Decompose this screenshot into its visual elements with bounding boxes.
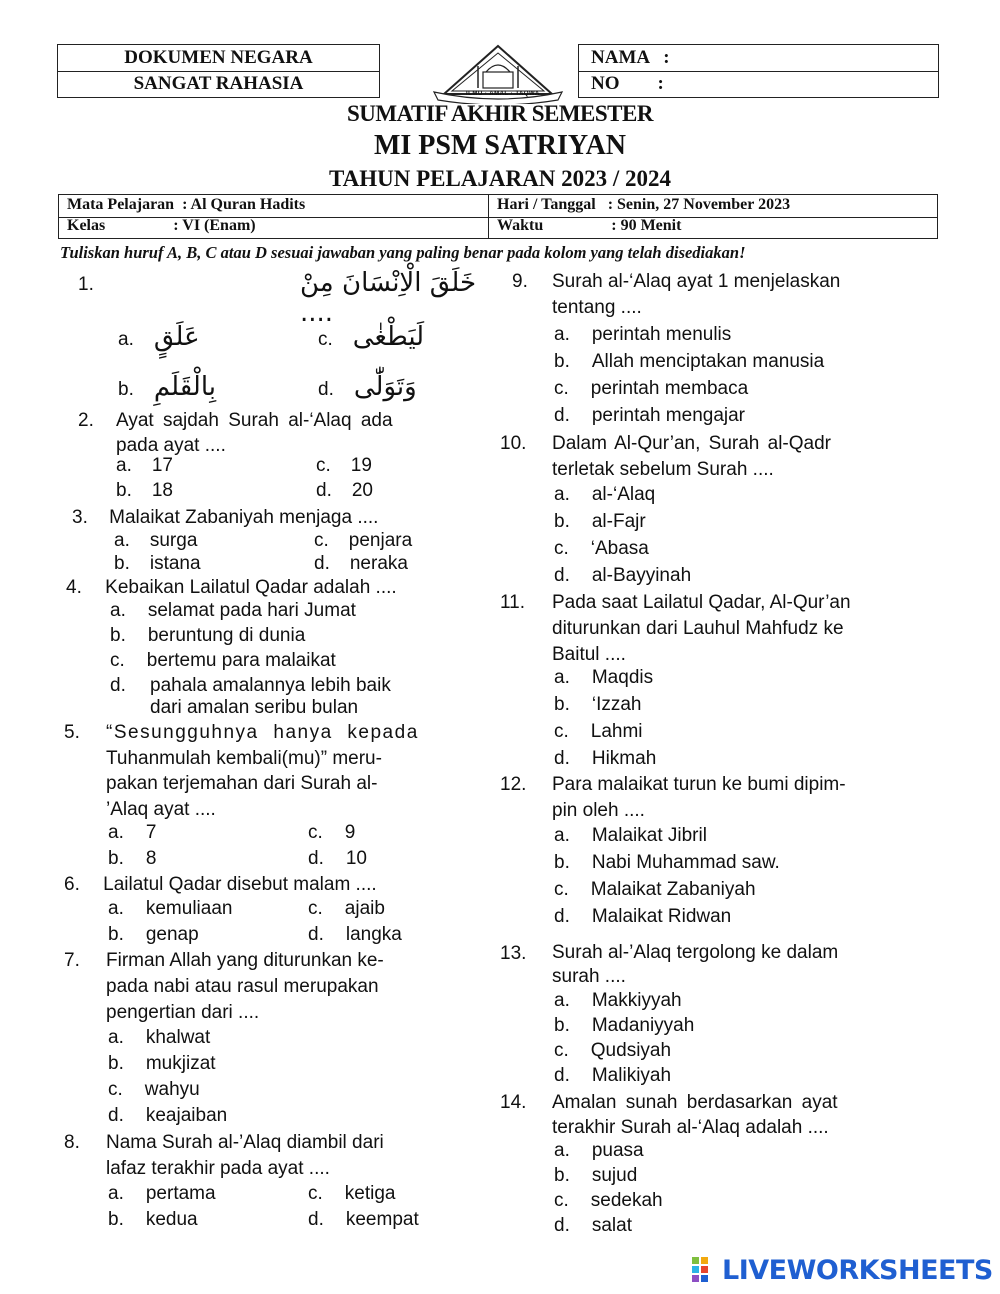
document-classification-box: [57, 44, 380, 98]
q12-option-d[interactable]: [554, 906, 731, 928]
question-12: [500, 772, 846, 821]
option-text: ‘Izzah: [591, 694, 642, 715]
q14-option-c[interactable]: [554, 1190, 663, 1212]
q11-option-d[interactable]: [554, 748, 656, 770]
option-text: mukjizat: [145, 1053, 216, 1074]
question-text: [552, 1090, 922, 1140]
q11-option-c[interactable]: [554, 721, 643, 743]
mata-pelajaran: Mata Pelajaran : Al Quran Hadits: [67, 196, 306, 213]
question-line: Surah al-’Alaq tergolong ke dalam: [552, 942, 839, 963]
question-number: 3.: [72, 507, 88, 528]
question-number: 2.: [78, 410, 94, 431]
q11-option-b[interactable]: [554, 694, 642, 716]
option-label: d.: [554, 405, 570, 426]
option-label: a.: [108, 898, 124, 919]
question-10: [500, 431, 831, 480]
q4-option-a[interactable]: [110, 600, 356, 622]
option-text: khalwat: [145, 1027, 211, 1048]
option-label: b.: [554, 351, 570, 372]
q8-option-c[interactable]: [308, 1183, 395, 1205]
option-label: b.: [554, 694, 570, 715]
question-line: terakhir Surah al-‘Alaq adalah ....: [552, 1117, 829, 1138]
option-label: c.: [554, 378, 569, 399]
q3-option-a[interactable]: [114, 530, 197, 552]
option-label: c.: [308, 898, 323, 919]
kelas: Kelas : VI (Enam): [67, 217, 256, 234]
option-label: d.: [554, 1215, 570, 1236]
option-text: wahyu: [144, 1079, 200, 1100]
question-line: diturunkan dari Lauhul Mahfudz ke: [552, 618, 844, 639]
question-number: 6.: [64, 874, 80, 895]
option-label: d.: [316, 480, 332, 501]
q5-option-c[interactable]: [308, 822, 355, 844]
option-label: c.: [314, 530, 329, 551]
nama-label: NAMA :: [591, 47, 670, 68]
question-line: Amalan sunah berdasarkan ayat: [552, 1092, 838, 1113]
question-number: 7.: [64, 950, 80, 971]
instruction: Tuliskan huruf A, B, C atau D sesuai jawaban yang paling benar pada kolom yang telah disediakan!: [60, 243, 746, 262]
option-label: d.: [318, 379, 334, 400]
question-text: [106, 1130, 466, 1182]
option-text: Hikmah: [591, 748, 657, 769]
nama-field[interactable]: [579, 45, 938, 72]
question-9: [512, 269, 841, 318]
q3-option-c[interactable]: [314, 530, 412, 552]
option-label: b.: [108, 924, 124, 945]
option-text: puasa: [591, 1140, 644, 1161]
option-label: d.: [554, 565, 570, 586]
q13-option-d[interactable]: [554, 1065, 671, 1087]
q12-option-b[interactable]: [554, 852, 780, 874]
option-text: بِالْقَلَمِ: [153, 372, 217, 402]
option-text: surga: [149, 530, 198, 551]
waktu: Waktu : 90 Menit: [497, 217, 682, 234]
question-line: Tuhanmulah kembali(mu)” meru-: [106, 747, 382, 769]
option-label: a.: [116, 455, 132, 476]
option-label: a.: [114, 530, 130, 551]
option-text: beruntung di dunia: [147, 625, 306, 646]
option-text: ‘Abasa: [590, 538, 649, 559]
option-label: b.: [114, 553, 130, 574]
option-label: b.: [108, 1053, 124, 1074]
option-label: a.: [108, 1183, 124, 1204]
option-label: c.: [110, 650, 125, 671]
option-text: 8: [145, 848, 157, 869]
option-label: b.: [116, 480, 132, 501]
option-label: c.: [554, 879, 569, 900]
logo-caption: ILMU · AMAL · TAQWA: [466, 91, 540, 97]
option-text: Madaniyyah: [591, 1015, 695, 1036]
option-label: a.: [110, 600, 126, 621]
option-text: Lahmi: [590, 721, 643, 742]
no-label: NO :: [591, 73, 664, 94]
option-text: kedua: [145, 1209, 198, 1230]
option-line: pahala amalannya lebih baik: [150, 675, 391, 696]
q14-option-a[interactable]: [554, 1140, 644, 1162]
q10-option-d[interactable]: [554, 565, 691, 587]
option-label: d.: [108, 1105, 124, 1126]
question-1-arabic: خَلَقَ الْاِنْسَانَ مِنْ ....: [300, 268, 477, 328]
question-text: [116, 408, 476, 458]
question-text: [552, 772, 922, 824]
question-number: 13.: [500, 943, 527, 964]
question-text: [552, 269, 912, 321]
option-label: a.: [554, 667, 570, 688]
option-text: perintah menulis: [591, 324, 732, 345]
option-text: Malaikat Ridwan: [591, 906, 732, 927]
question-number: 12.: [500, 774, 527, 795]
option-text: 10: [345, 848, 367, 869]
q1-option-b[interactable]: [118, 372, 216, 402]
option-label: c.: [108, 1079, 123, 1100]
info-divider: [58, 217, 938, 218]
option-text: Makkiyyah: [591, 990, 682, 1011]
option-text: neraka: [349, 553, 408, 574]
option-label: a.: [554, 324, 570, 345]
option-text: عَلَقٍ: [153, 322, 200, 352]
question-line: Ayat sajdah Surah al-‘Alaq ada: [116, 410, 393, 431]
liveworksheets-watermark: [692, 1255, 993, 1285]
question-number: 4.: [66, 577, 82, 598]
q10-option-c[interactable]: [554, 538, 649, 560]
option-text: 18: [151, 480, 173, 501]
question-4: [66, 575, 397, 600]
option-label: b.: [554, 1015, 570, 1036]
option-text: [150, 675, 480, 719]
q2-option-a[interactable]: [116, 455, 173, 477]
question-line: pada ayat ....: [116, 435, 226, 456]
option-label: d.: [554, 748, 570, 769]
question-line: “Sesungguhnya hanya kepada: [106, 722, 419, 743]
option-label: c.: [308, 1183, 323, 1204]
option-text: keempat: [345, 1209, 419, 1230]
option-text: sedekah: [590, 1190, 663, 1211]
question-number: 5.: [64, 722, 80, 743]
question-line: Firman Allah yang diturunkan ke-: [106, 950, 384, 971]
question-line: Dalam Al-Qur’an, Surah al-Qadr: [552, 433, 831, 454]
hari-tanggal: Hari / Tanggal : Senin, 27 November 2023: [497, 196, 791, 213]
question-number: 14.: [500, 1092, 527, 1113]
q14-option-b[interactable]: [554, 1165, 637, 1187]
option-label: a.: [108, 822, 124, 843]
option-label: a.: [118, 329, 134, 350]
dokumen-negara-label: DOKUMEN NEGARA: [58, 45, 379, 72]
option-label: b.: [110, 625, 126, 646]
question-number: 1.: [78, 274, 94, 295]
question-line: Para malaikat turun ke bumi dipim-: [552, 774, 846, 795]
option-label: d.: [554, 906, 570, 927]
q4-option-c[interactable]: [110, 650, 336, 672]
question-line: terletak sebelum Surah ....: [552, 459, 774, 480]
option-text: al-‘Alaq: [591, 484, 656, 505]
option-label: a.: [554, 825, 570, 846]
option-text: Nabi Muhammad saw.: [591, 852, 780, 873]
option-label: c.: [308, 822, 323, 843]
question-line: pengertian dari ....: [106, 1002, 260, 1023]
q10-option-a[interactable]: [554, 484, 655, 506]
option-text: al-Fajr: [591, 511, 646, 532]
option-label: d.: [308, 1209, 324, 1230]
option-text: al-Bayyinah: [591, 565, 692, 586]
q7-option-a[interactable]: [108, 1027, 210, 1049]
option-label: c.: [316, 455, 331, 476]
option-label: b.: [118, 379, 134, 400]
option-text: selamat pada hari Jumat: [147, 600, 356, 621]
question-text: Kebaikan Lailatul Qadar adalah ....: [105, 577, 397, 598]
option-label: c.: [554, 538, 569, 559]
option-line: dari amalan seribu bulan: [150, 697, 359, 718]
question-number: 9.: [512, 271, 528, 292]
q8-option-a[interactable]: [108, 1183, 216, 1205]
option-text: Malaikat Zabaniyah: [590, 879, 756, 900]
option-text: لَيَطْغٰى: [352, 322, 425, 352]
option-text: sujud: [591, 1165, 638, 1186]
q7-option-b[interactable]: [108, 1053, 216, 1075]
option-label: b.: [554, 852, 570, 873]
q4-option-b[interactable]: [110, 625, 305, 647]
q11-option-a[interactable]: [554, 667, 653, 689]
option-text: ketiga: [344, 1183, 396, 1204]
q12-option-c[interactable]: [554, 879, 756, 901]
option-text: langka: [345, 924, 402, 945]
option-label: d.: [554, 1065, 570, 1086]
question-line: ’Alaq ayat ....: [106, 798, 216, 820]
question-line: tentang ....: [552, 297, 642, 318]
question-line: Pada saat Lailatul Qadar, Al-Qur’an: [552, 592, 851, 613]
option-text: bertemu para malaikat: [146, 650, 336, 671]
q9-option-d[interactable]: [554, 405, 745, 427]
question-11: [500, 590, 851, 665]
option-text: istana: [149, 553, 201, 574]
q5-option-b[interactable]: [108, 848, 156, 870]
question-text: Malaikat Zabaniyah menjaga ....: [109, 507, 379, 528]
option-text: ajaib: [344, 898, 385, 919]
option-text: Malaikat Jibril: [591, 825, 707, 846]
q12-option-a[interactable]: [554, 825, 707, 847]
option-text: kemuliaan: [145, 898, 233, 919]
q2-option-d[interactable]: [316, 480, 373, 502]
q1-option-c[interactable]: [318, 322, 424, 352]
q6-option-a[interactable]: [108, 898, 232, 920]
student-identity-box: [578, 44, 939, 98]
q2-option-c[interactable]: [316, 455, 372, 477]
option-text: 19: [350, 455, 372, 476]
option-label: a.: [554, 484, 570, 505]
no-field[interactable]: [579, 71, 938, 97]
question-text: Lailatul Qadar disebut malam ....: [103, 874, 377, 895]
liveworksheets-logo-icon: [692, 1257, 718, 1283]
q2-option-b[interactable]: [116, 480, 173, 502]
option-text: keajaiban: [145, 1105, 228, 1126]
option-label: c.: [554, 721, 569, 742]
q7-option-d[interactable]: [108, 1105, 227, 1127]
option-text: genap: [145, 924, 199, 945]
option-text: 17: [151, 455, 173, 476]
question-5: [64, 720, 419, 820]
option-text: penjara: [348, 530, 413, 551]
option-label: b.: [554, 511, 570, 532]
question-number: 8.: [64, 1132, 80, 1153]
question-3: [72, 505, 378, 530]
option-label: a.: [108, 1027, 124, 1048]
option-text: pertama: [145, 1183, 216, 1204]
question-8: [64, 1130, 384, 1179]
option-label: b.: [554, 1165, 570, 1186]
q10-option-b[interactable]: [554, 511, 646, 533]
q13-option-a[interactable]: [554, 990, 682, 1012]
option-label: a.: [554, 990, 570, 1011]
question-6: [64, 872, 377, 897]
option-label: d.: [308, 924, 324, 945]
option-text: perintah membaca: [590, 378, 749, 399]
q5-option-d[interactable]: [308, 848, 367, 870]
liveworksheets-text: LIVEWORKSHEETS: [722, 1254, 993, 1286]
q6-option-b[interactable]: [108, 924, 199, 946]
question-text: [106, 720, 466, 822]
option-text: Maqdis: [591, 667, 654, 688]
option-label: b.: [108, 1209, 124, 1230]
question-line: pada nabi atau rasul merupakan: [106, 976, 379, 997]
q9-option-b[interactable]: [554, 351, 824, 373]
sangat-rahasia-label: SANGAT RAHASIA: [133, 73, 304, 94]
option-text: Qudsiyah: [590, 1040, 672, 1061]
q4-option-d[interactable]: [110, 675, 391, 718]
option-label: d.: [308, 848, 324, 869]
option-text: وَتَوَلّٰى: [353, 372, 417, 402]
question-line: surah ....: [552, 966, 626, 987]
question-line: Surah al-‘Alaq ayat 1 menjelaskan: [552, 271, 841, 292]
option-label: d.: [110, 675, 126, 696]
question-14: [500, 1090, 838, 1138]
question-7: [64, 948, 384, 1023]
option-text: perintah mengajar: [591, 405, 746, 426]
q9-option-c[interactable]: [554, 378, 748, 400]
exam-title: SUMATIF AKHIR SEMESTER: [347, 101, 653, 126]
question-line: lafaz terakhir pada ayat ....: [106, 1158, 330, 1179]
question-text: [552, 431, 912, 483]
question-line: pin oleh ....: [552, 800, 645, 821]
q1-option-a[interactable]: [118, 322, 200, 352]
school-name: MI PSM SATRIYAN: [373, 130, 627, 161]
question-13: [500, 941, 839, 987]
q7-option-c[interactable]: [108, 1079, 200, 1101]
q9-option-a[interactable]: [554, 324, 731, 346]
q13-option-c[interactable]: [554, 1040, 671, 1062]
question-number: 10.: [500, 433, 527, 454]
option-label: a.: [554, 1140, 570, 1161]
q6-option-d[interactable]: [308, 924, 402, 946]
q3-option-b[interactable]: [114, 553, 201, 575]
option-text: Allah menciptakan manusia: [591, 351, 825, 372]
school-logo: [428, 44, 568, 104]
q6-option-c[interactable]: [308, 898, 385, 920]
option-text: Malikiyah: [591, 1065, 672, 1086]
option-text: salat: [591, 1215, 632, 1236]
option-label: c.: [554, 1040, 569, 1061]
question-text: [106, 948, 466, 1026]
q14-option-d[interactable]: [554, 1215, 632, 1237]
q5-option-a[interactable]: [108, 822, 156, 844]
option-label: b.: [108, 848, 124, 869]
academic-year: TAHUN PELAJARAN 2023 / 2024: [328, 166, 672, 191]
q13-option-b[interactable]: [554, 1015, 694, 1037]
option-text: 20: [351, 480, 373, 501]
option-text: 7: [145, 822, 157, 843]
option-text: 9: [344, 822, 356, 843]
option-label: d.: [314, 553, 330, 574]
q1-option-d[interactable]: [318, 372, 417, 402]
q3-option-d[interactable]: [314, 553, 408, 575]
question-line: pakan terjemahan dari Surah al-: [106, 773, 378, 794]
question-text: [552, 941, 922, 989]
q8-option-d[interactable]: [308, 1209, 419, 1231]
question-1: [78, 272, 94, 297]
option-label: c.: [554, 1190, 569, 1211]
question-text: [552, 590, 922, 668]
q8-option-b[interactable]: [108, 1209, 198, 1231]
question-line: Nama Surah al-’Alaq diambil dari: [106, 1132, 384, 1153]
option-label: c.: [318, 329, 333, 350]
question-number: 11.: [500, 592, 526, 613]
question-line: Baitul ....: [552, 644, 626, 665]
